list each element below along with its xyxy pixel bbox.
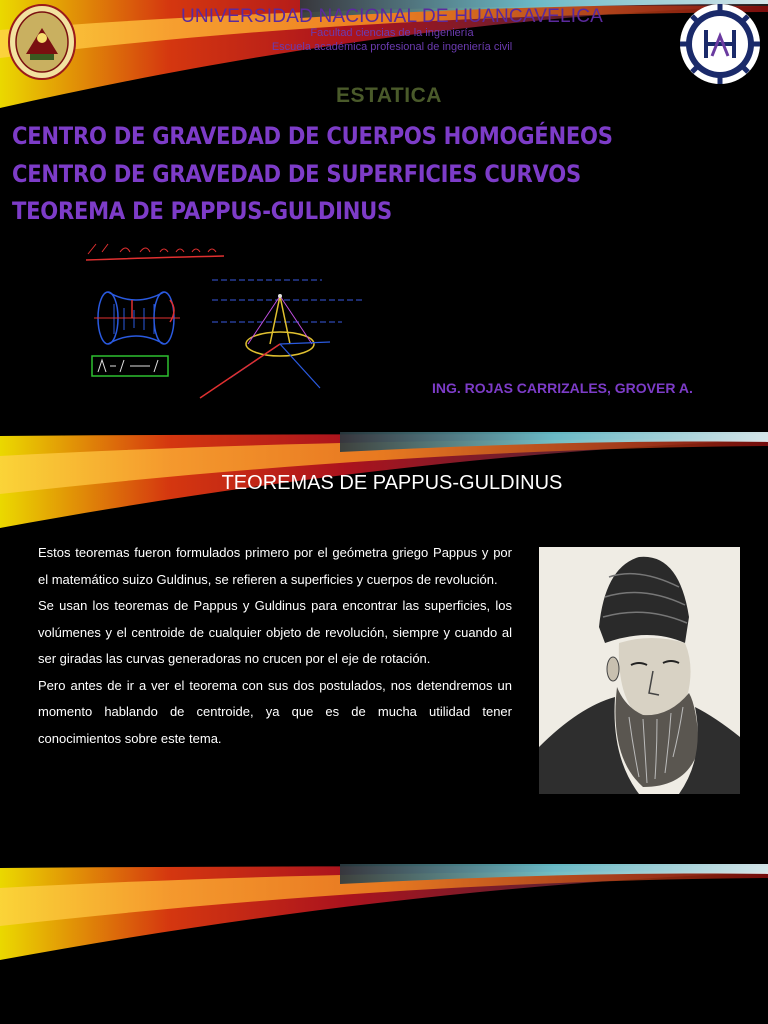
title-line-1: CENTRO DE GRAVEDAD DE CUERPOS HOMOGÉNEOS [12,122,613,150]
course-name: ESTATICA [336,84,442,107]
paragraph-2: Se usan los teoremas de Pappus y Guldinus para encontrar las superficies, los volúmenes y el centroide de cualquier objeto de revolución, siempre y cuando al ser giradas las curvas generadoras no crucen por el eje de rotación. [38,598,512,666]
slide-title [0,0,768,432]
paragraph-3: Pero antes de ir a ver el teorema con sus dos postulados, nos detendremos un momento hablando de centroide, ya que es de mucha utilidad tener conocimientos sobre este tema. [38,677,512,746]
pappus-portrait-image [539,547,740,794]
paragraph-1: Estos teoremas fueron formulados primero por el geómetra griego Pappus y por el matemático suizo Guldinus, se refieren a superficies y cuerpos de revolución. [38,545,512,587]
slide-title: TEOREMAS DE PAPPUS-GULDINUS [221,472,563,494]
decorative-swoosh [0,864,768,964]
body-text [38,540,512,752]
title-line-2: CENTRO DE GRAVEDAD DE SUPERFICIES CURVOS [12,160,581,188]
pappus-sketch-illustration [80,238,400,418]
slide-next-partial [0,864,768,1024]
author-name: ING. ROJAS CARRIZALES, GROVER A. [432,380,693,396]
university-name: UNIVERSIDAD NACIONAL DE HUANCAVELICA [180,6,604,27]
school-name: Escuela académica profesional de ingeniería civil [271,41,513,53]
slide-pappus-theorems [0,432,768,864]
portrait-engraving [539,547,740,794]
title-line-3: TEOREMA DE PAPPUS-GULDINUS [12,197,392,225]
faculty-name: Facultad ciencias de la ingeniería [310,27,474,39]
